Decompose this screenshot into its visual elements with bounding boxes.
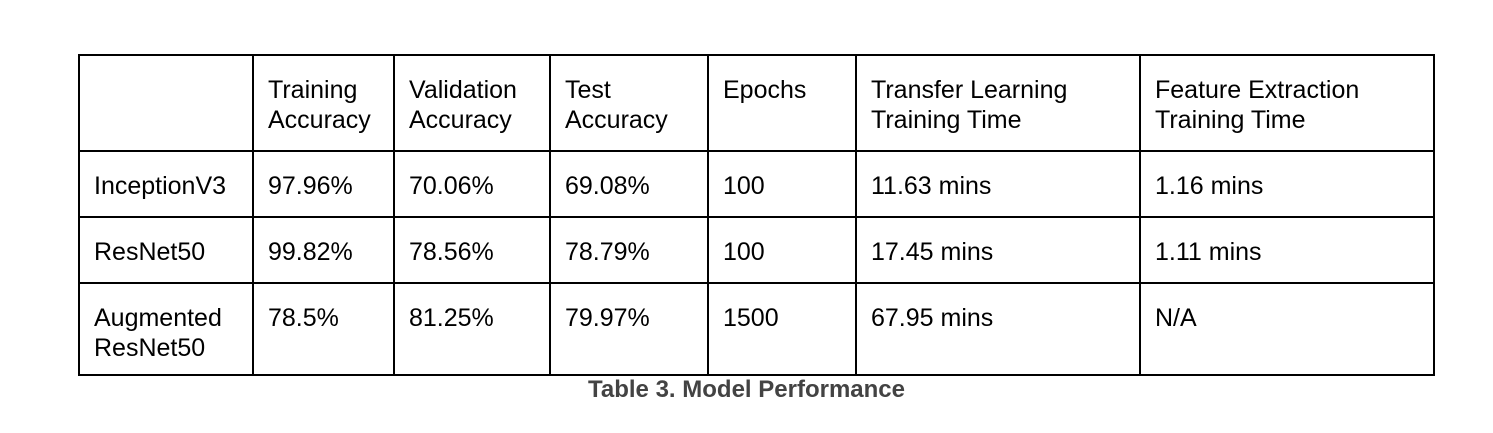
- table-row: [79, 283, 1434, 375]
- table-header-row: [79, 55, 1434, 151]
- test-accuracy-cell: 69.08%: [550, 151, 708, 217]
- header-test-accuracy: Test Accuracy: [550, 55, 708, 151]
- validation-accuracy-cell: 78.56%: [394, 217, 550, 283]
- table-row: [79, 217, 1434, 283]
- row-label-cell: InceptionV3: [79, 151, 253, 217]
- transfer-learning-time-cell: 17.45 mins: [856, 217, 1140, 283]
- training-accuracy-cell: 99.82%: [253, 217, 394, 283]
- test-accuracy-cell: 78.79%: [550, 217, 708, 283]
- epochs-cell: 100: [708, 151, 856, 217]
- row-label-cell: ResNet50: [79, 217, 253, 283]
- feature-extraction-time-cell: 1.11 mins: [1140, 217, 1434, 283]
- training-accuracy-cell: 97.96%: [253, 151, 394, 217]
- training-accuracy-cell: 78.5%: [253, 283, 394, 375]
- header-cell-empty: [79, 55, 253, 151]
- header-training-accuracy: Training Accuracy: [253, 55, 394, 151]
- row-label-cell: Augmented ResNet50: [79, 283, 253, 375]
- model-performance-table: [78, 54, 1435, 376]
- validation-accuracy-cell: 70.06%: [394, 151, 550, 217]
- test-accuracy-cell: 79.97%: [550, 283, 708, 375]
- header-epochs: Epochs: [708, 55, 856, 151]
- header-feature-extraction-time: Feature Extraction Training Time: [1140, 55, 1434, 151]
- table-caption: Table 3. Model Performance: [588, 376, 905, 403]
- validation-accuracy-cell: 81.25%: [394, 283, 550, 375]
- transfer-learning-time-cell: 11.63 mins: [856, 151, 1140, 217]
- feature-extraction-time-cell: N/A: [1140, 283, 1434, 375]
- epochs-cell: 1500: [708, 283, 856, 375]
- header-transfer-learning-time: Transfer Learning Training Time: [856, 55, 1140, 151]
- header-validation-accuracy: Validation Accuracy: [394, 55, 550, 151]
- transfer-learning-time-cell: 67.95 mins: [856, 283, 1140, 375]
- feature-extraction-time-cell: 1.16 mins: [1140, 151, 1434, 217]
- table-row: [79, 151, 1434, 217]
- epochs-cell: 100: [708, 217, 856, 283]
